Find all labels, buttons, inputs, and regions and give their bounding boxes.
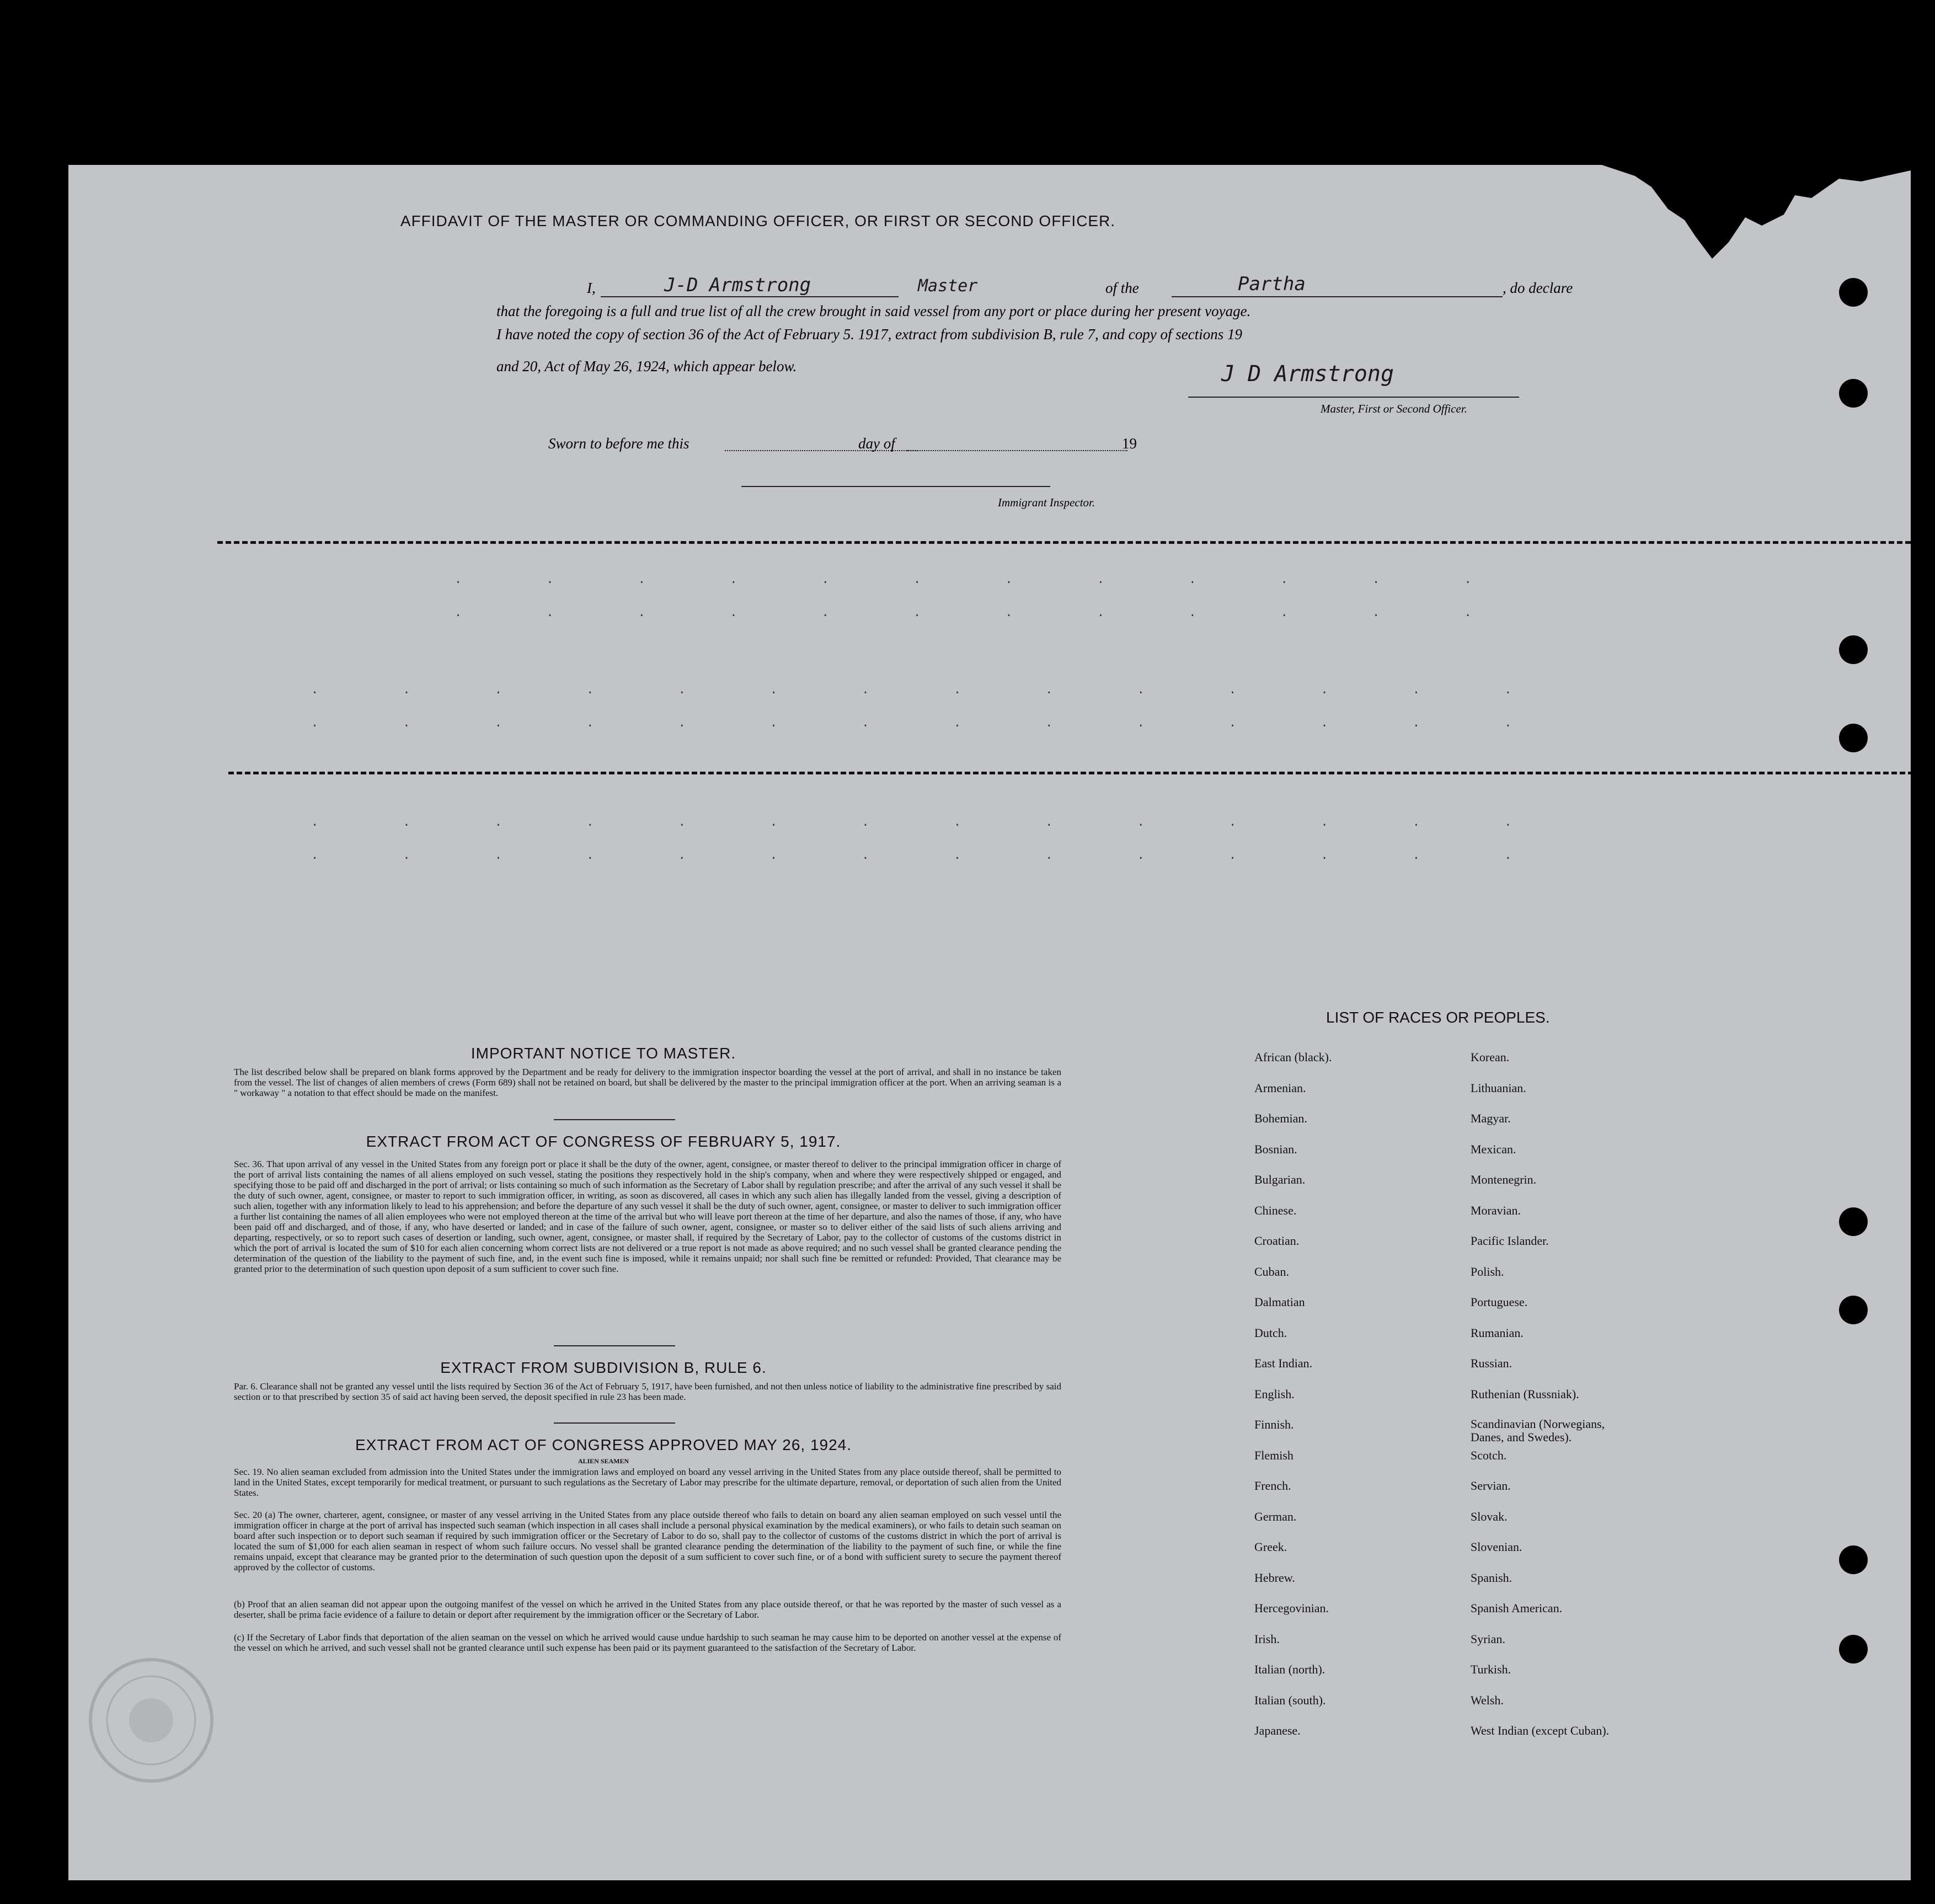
- master-signature: J D Armstrong: [1221, 361, 1394, 387]
- affidavit-line-2: that the foregoing is a full and true list of all the crew brought in said vessel from any port or place during her present voyage.: [496, 303, 1251, 319]
- race-item: Korean.: [1471, 1050, 1510, 1064]
- race-item: Hebrew.: [1254, 1570, 1295, 1585]
- race-item: German.: [1254, 1509, 1297, 1523]
- signature-caption: Master, First or Second Officer.: [1321, 402, 1467, 415]
- dot-row: . . . . . . . . . . . .: [455, 606, 1510, 620]
- sec-20b-body: (b) Proof that an alien seaman did not appear upon the outgoing manifest of the vessel on which he arrived in the United States from any place outside thereof, or that he was reported by the master of such vessel as a deserter, shall be prima facie evidence of a failure to detain or deport after requirement by the immigration officer or the Secretary of Labor.: [234, 1599, 1061, 1620]
- dot-row: . . . . . . . . . . . .: [455, 573, 1510, 587]
- torn-corner: [1602, 165, 1911, 264]
- extract-1924-title: EXTRACT FROM ACT OF CONGRESS APPROVED MAY 26, 1924.: [355, 1436, 852, 1453]
- race-item: Lithuanian.: [1471, 1081, 1526, 1095]
- dot-row: . . . . . . . . . . . . . .: [311, 683, 1551, 697]
- race-item: Welsh.: [1471, 1693, 1504, 1707]
- races-left-column: [1254, 1050, 1464, 1755]
- race-item: Dalmatian: [1254, 1295, 1305, 1309]
- race-item: African (black).: [1254, 1050, 1332, 1064]
- sec-20a-body: Sec. 20 (a) The owner, charterer, agent, consignee, or master of any vessel arriving in the United States from any place outside thereof who fails to detain on board any alien seaman employed on such vessel until the immigration officer in charge at the port of arrival has inspected such seaman (which inspection in all cases shall include a personal physical examination by the medical examiners), or who fails to detain such seaman on board after such inspection or to deport such seaman if required by such immigration officer or the Secretary of Labor to do so, shall pay to the collector of customs of the customs district in which the port of arrival is located the sum of $1,000 for each alien seaman in respect of whom such failure occurs. No vessel shall be granted clearance pending the determination of the liability to the payment of such fine, or while the fine remains unpaid, except that clearance may be granted prior to the determination of such question upon the deposit of a sum sufficient to cover such fine, or of a bond with sufficient surety to secure the payment thereof approved by the collector of customs.: [234, 1510, 1061, 1573]
- affidavit-i-label: I,: [587, 280, 596, 296]
- extract-1917-title: EXTRACT FROM ACT OF CONGRESS OF FEBRUARY 5, 1917.: [366, 1133, 841, 1150]
- race-item: Greek.: [1254, 1540, 1287, 1554]
- race-item: Bohemian.: [1254, 1111, 1307, 1125]
- race-item: Armenian.: [1254, 1081, 1306, 1095]
- master-name-value: J-D Armstrong: [664, 274, 811, 296]
- race-item: Italian (north).: [1254, 1662, 1325, 1676]
- race-item: Flemish: [1254, 1448, 1293, 1462]
- punch-hole: [1839, 1296, 1868, 1324]
- race-item: West Indian (except Cuban).: [1471, 1724, 1610, 1737]
- extract-1917-body: Sec. 36. That upon arrival of any vessel in the United States from any foreign port or place it shall be the duty of the owner, agent, consignee, or master thereof to deliver to the principal immigration officer in charge of the port of arrival lists containing the names of all aliens employed on such vessel, stating the positions they respectively hold in the ship's company, when and where they were respectively shipped or engaged, and specifying those to be paid off and discharged in the port of arrival; or lists containing so much of such information as the Secretary of Labor shall by regulation prescribe; and after the arrival of any such vessel it shall be the duty of such owner, agent, consignee, or master to report to such immigration officer, in writing, as soon as discovered, all cases in which any such alien has illegally landed from the vessel, giving a description of such alien, together with any information likely to lead to his apprehension; and before the departure of any such vessel it shall be the duty of such owner, agent, consignee, or master to deliver to such immigration officer a further list containing the names of all alien employees who were not employed thereon at the time of the arrival but who will leave port thereon at the time of her departure, and also the names of those, if any, who have been paid off and discharged, and of those, if any, who have deserted or landed; and in case of the failure of such owner, agent, consignee, or master so to deliver either of the said lists of such aliens arriving and departing, respectively, or so to report such cases of desertion or landing, such owner, agent, consignee, or master shall, if required by the Secretary of Labor, pay to the collector of customs of the customs district in which the port of arrival is located the sum of $10 for each alien concerning whom correct lists are not delivered or a true report is not made as above required; and no such vessel shall be granted clearance pending the determination of the question of the liability to the payment of such fine, and, in the event such fine is imposed, while it remains unpaid; nor shall such fine be remitted or refunded: Provided, That clearance may be granted prior to the determination of such question upon deposit of a sum sufficient to cover such fine.: [234, 1159, 1061, 1274]
- dot-row: . . . . . . . . . . . . . .: [311, 849, 1551, 863]
- punch-hole: [1839, 724, 1868, 752]
- race-item: Irish.: [1254, 1632, 1280, 1646]
- race-item: Russian.: [1471, 1356, 1512, 1370]
- affidavit-title: AFFIDAVIT OF THE MASTER OR COMMANDING OFFICER, OR FIRST OR SECOND OFFICER.: [400, 212, 1116, 229]
- race-item: Spanish.: [1471, 1570, 1512, 1585]
- race-item: Dutch.: [1254, 1325, 1287, 1340]
- race-item: Slovenian.: [1471, 1540, 1522, 1554]
- race-item: Turkish.: [1471, 1662, 1511, 1676]
- of-the-label: of the: [1105, 280, 1139, 296]
- race-item: Ruthenian (Russniak).: [1471, 1387, 1579, 1401]
- affidavit-line-3: I have noted the copy of section 36 of the Act of February 5. 1917, extract from subdivision B, rule 7, and copy of sections 19: [496, 326, 1242, 343]
- document-page: [68, 165, 1911, 1880]
- race-item: Moravian.: [1471, 1203, 1521, 1217]
- race-item: French.: [1254, 1479, 1291, 1493]
- sworn-label: Sworn to before me this: [548, 435, 689, 452]
- race-item: English.: [1254, 1387, 1295, 1401]
- race-item: Japanese.: [1254, 1724, 1301, 1737]
- notice-body: The list described below shall be prepared on blank forms approved by the Department and be ready for delivery to the immigration inspector boarding the vessel at the port of arrival, and shall in no instance be taken from the vessel. The list of changes of alien members of crews (Form 689) shall not be retained on board, but shall be delivered by the master to the principal immigration officer at the port. When an arriving seaman is a " workaway " a notation to that effect should be made on the manifest.: [234, 1067, 1061, 1098]
- races-title: LIST OF RACES OR PEOPLES.: [1326, 1009, 1550, 1026]
- punch-hole: [1839, 1635, 1868, 1664]
- race-item: Finnish.: [1254, 1418, 1294, 1431]
- affidavit-line-4: and 20, Act of May 26, 1924, which appear below.: [496, 358, 797, 375]
- day-of-label: day of: [858, 435, 895, 452]
- race-item: Scotch.: [1471, 1448, 1507, 1462]
- race-item: Scandinavian (Norwegians, Danes, and Swedes).: [1471, 1417, 1605, 1444]
- race-item: Bosnian.: [1254, 1142, 1297, 1156]
- race-item: Magyar.: [1471, 1111, 1511, 1125]
- sec-20c-body: (c) If the Secretary of Labor finds that deportation of the alien seaman on the vessel on which he arrived would cause undue hardship to such seaman he may cause him to be deported on another vessel at the expense of the vessel on which he arrived, and such vessel shall not be granted clearance until such expense has been paid or its payment guaranteed to the satisfaction of the Secretary of Labor.: [234, 1632, 1061, 1653]
- extract-1924-subtitle: ALIEN SEAMEN: [578, 1457, 629, 1465]
- declare-label: , do declare: [1503, 280, 1573, 296]
- race-item: Syrian.: [1471, 1632, 1505, 1646]
- race-item: Portuguese.: [1471, 1295, 1528, 1309]
- notice-title: IMPORTANT NOTICE TO MASTER.: [471, 1045, 736, 1062]
- vessel-name-value: Partha: [1238, 273, 1306, 295]
- subdivision-b-title: EXTRACT FROM SUBDIVISION B, RULE 6.: [440, 1359, 767, 1376]
- race-item: Mexican.: [1471, 1142, 1516, 1156]
- race-item: Slovak.: [1471, 1509, 1508, 1523]
- punch-hole: [1839, 1545, 1868, 1574]
- races-right-column: [1471, 1050, 1702, 1755]
- race-item: Hercegovinian.: [1254, 1601, 1329, 1615]
- punch-hole: [1839, 379, 1868, 408]
- race-item: Servian.: [1471, 1479, 1511, 1493]
- punch-hole: [1839, 635, 1868, 664]
- race-item: Spanish American.: [1471, 1601, 1563, 1615]
- race-item: Rumanian.: [1471, 1325, 1524, 1340]
- separator-line-2: [228, 772, 1911, 774]
- race-item: Italian (south).: [1254, 1693, 1326, 1707]
- year-prefix-label: 19: [1122, 435, 1137, 452]
- race-item: Polish.: [1471, 1264, 1504, 1279]
- race-item: Cuban.: [1254, 1264, 1289, 1279]
- race-item: East Indian.: [1254, 1356, 1313, 1370]
- race-item: Bulgarian.: [1254, 1173, 1306, 1186]
- rank-value: Master: [918, 276, 978, 296]
- punch-hole: [1839, 278, 1868, 307]
- race-item: Montenegrin.: [1471, 1173, 1537, 1186]
- subdivision-b-body: Par. 6. Clearance shall not be granted any vessel until the lists required by Section 36 of the Act of February 5, 1917, have been furnished, and not then unless notice of liability to the administrative fine prescribed by said section or to that prescribed by section 35 of said act having been served, the deposit specified in rule 23 has been made.: [234, 1381, 1061, 1402]
- punch-hole: [1839, 1207, 1868, 1236]
- race-item: Croatian.: [1254, 1234, 1300, 1248]
- race-item: Pacific Islander.: [1471, 1234, 1549, 1248]
- dot-row: . . . . . . . . . . . . . .: [311, 716, 1551, 730]
- race-item: Chinese.: [1254, 1203, 1297, 1217]
- separator-line-1: [217, 541, 1911, 544]
- inspector-caption: Immigrant Inspector.: [998, 496, 1095, 509]
- sec-19-body: Sec. 19. No alien seaman excluded from admission into the United States under the immigration laws and employed on board any vessel arriving in the United States from any place outside thereof, shall be permitted to land in the United States, except temporarily for medical treatment, or pursuant to such regulations as the Secretary of Labor may prescribe for the ultimate departure, removal, or deportation of such alien from the United States.: [234, 1467, 1061, 1498]
- dot-row: . . . . . . . . . . . . . .: [311, 816, 1551, 830]
- official-seal: [85, 1654, 217, 1787]
